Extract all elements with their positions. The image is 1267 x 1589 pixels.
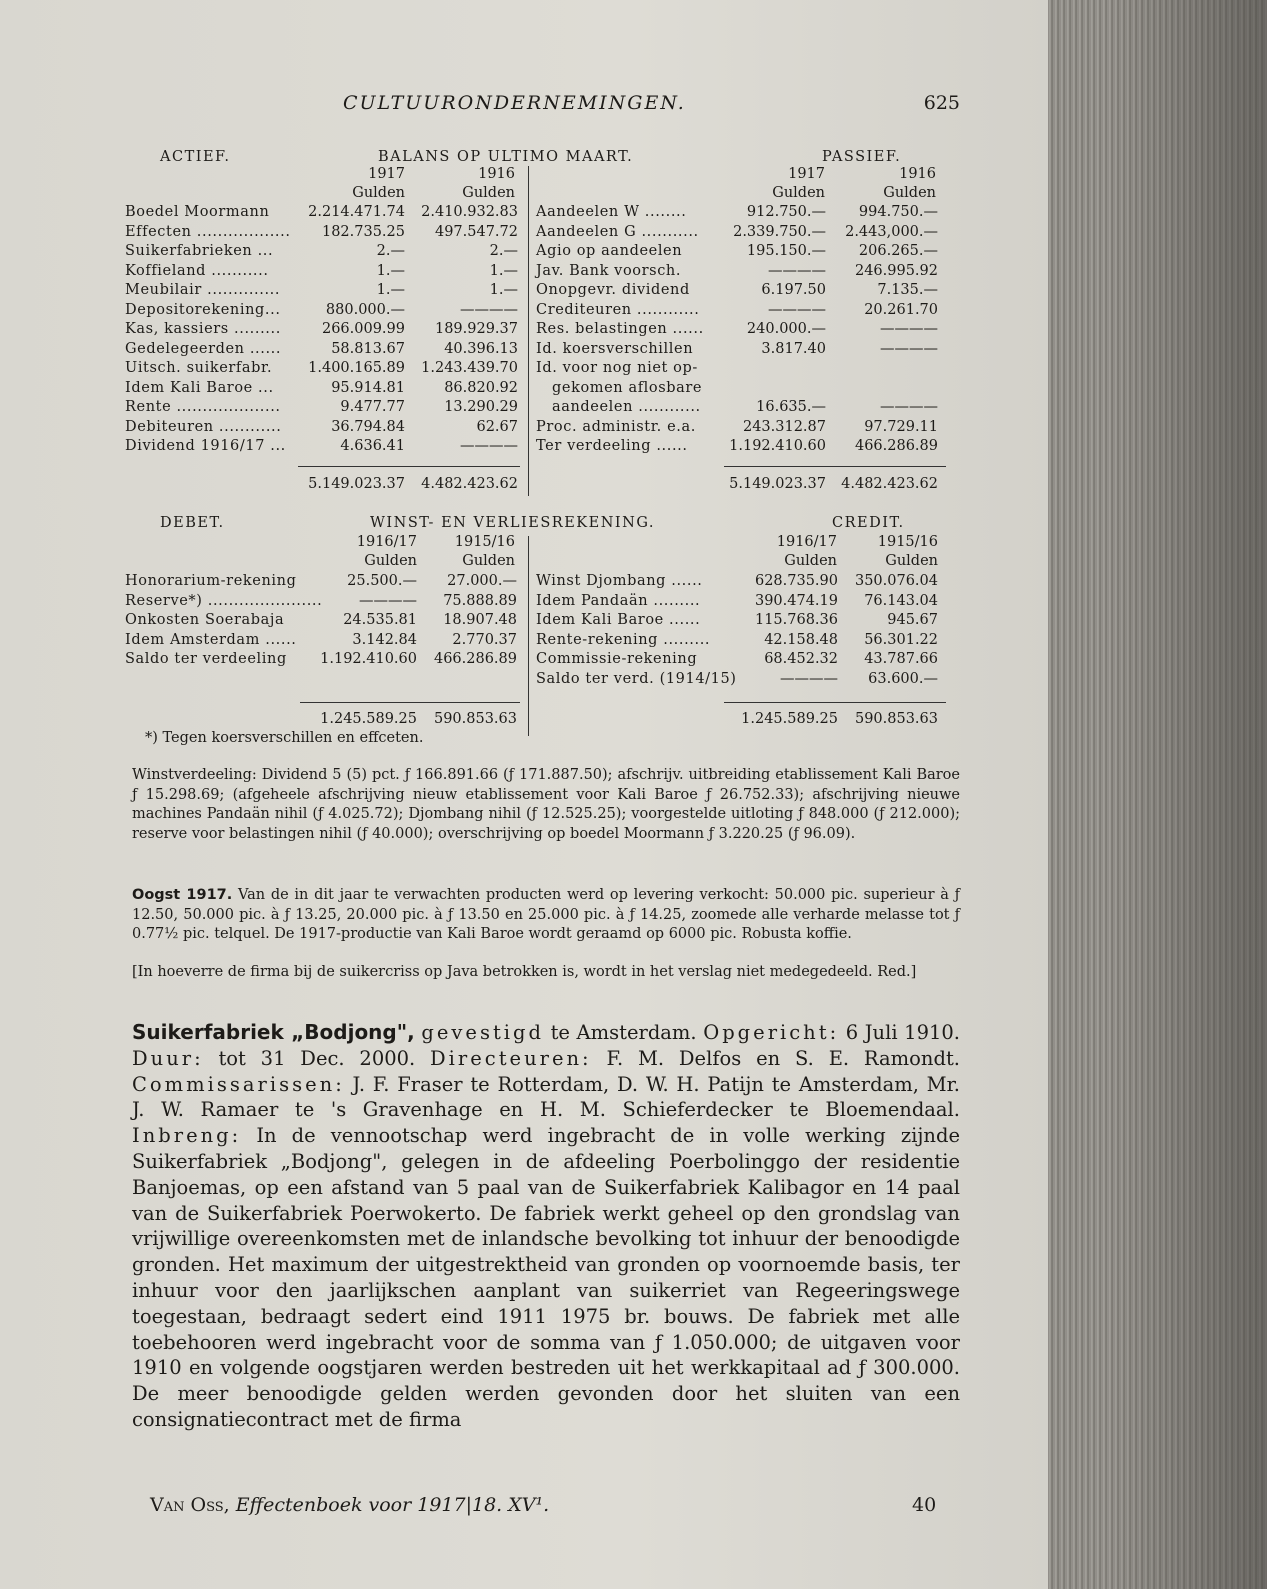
row-value: 62.67 <box>476 418 518 435</box>
year-col: 1916/17 <box>356 534 417 550</box>
asset-row <box>125 359 520 379</box>
footer-volume: XV¹. <box>508 1494 550 1516</box>
row-value: 189.929.37 <box>434 321 518 337</box>
row-value: 20.261.70 <box>864 301 938 318</box>
unit-col: Gulden <box>352 185 405 201</box>
row-label: Onopgevr. dividend <box>536 282 690 298</box>
row-value: ———— <box>780 670 838 687</box>
total-value: 4.482.423.62 <box>841 476 938 492</box>
row-label: Honorarium-rekening <box>125 573 297 589</box>
row-label: Onkosten Soerabaja <box>125 612 285 628</box>
label-inbreng: Inbreng: <box>132 1124 242 1148</box>
label-directeuren: Directeuren: <box>430 1046 592 1070</box>
asset-row <box>125 281 520 301</box>
row-label: Reserve*) ...................... <box>125 592 323 609</box>
year-col: 1917 <box>788 166 825 182</box>
oogst-paragraph <box>132 886 960 945</box>
total-value: 1.245.589.25 <box>320 711 417 727</box>
row-value: 6.197.50 <box>761 282 826 298</box>
row-value: 2.339.750.— <box>733 223 826 240</box>
debit-row <box>125 572 520 592</box>
liability-row <box>536 281 938 301</box>
row-value: 240.000.— <box>746 321 826 337</box>
row-value: ———— <box>460 301 518 318</box>
row-value: 13.290.29 <box>444 399 518 415</box>
asset-row <box>125 301 520 321</box>
asset-row <box>125 379 520 399</box>
row-value: ———— <box>880 399 938 415</box>
row-value: 68.452.32 <box>764 651 838 667</box>
total-rule <box>298 466 520 467</box>
liability-row <box>536 320 938 340</box>
assets-list <box>125 203 520 457</box>
asset-row <box>125 398 520 418</box>
row-value: 2.— <box>376 243 405 259</box>
total-rule <box>724 466 946 467</box>
row-label: Proc. administr. e.a. <box>536 418 696 435</box>
row-value: 36.794.84 <box>331 418 405 435</box>
winstverdeeling-paragraph: Winstverdeeling: Dividend 5 (5) pct. ƒ 166.891.66 (ƒ 171.887.50); afschrijv. uitbreiding etablissement Kali Baroe ƒ 15.298.69; (afgeheele afschrijving nieuw etablissement voor Kali Baroe ƒ 26.752.33); afschrijving nieuwe machines Pandaän nihil (ƒ 4.025.72); Djombang nihil (ƒ 12.525.25); voorgestelde uitloting ƒ 848.000 (ƒ 212.000); reserve voor belastingen nihil (ƒ 40.000); overschrijving op boedel Moormann ƒ 3.220.25 (ƒ 96.09). <box>132 767 960 842</box>
row-label: Suikerfabrieken ... <box>125 243 274 259</box>
row-label: Boedel Moormann <box>125 204 270 220</box>
row-label: Rente-rekening ......... <box>536 631 711 648</box>
unit-col: Gulden <box>885 553 938 569</box>
text-opgericht: 6 Juli 1910. <box>839 1021 960 1044</box>
credit-row <box>536 670 938 690</box>
row-label: Idem Pandaän ......... <box>536 592 701 609</box>
text-gevestigd: te Amsterdam. <box>543 1021 704 1044</box>
credit-row <box>536 650 938 670</box>
asset-row <box>125 262 520 282</box>
row-label: Debiteuren ............ <box>125 418 282 435</box>
row-value: 86.820.92 <box>444 379 518 396</box>
credit-row <box>536 592 938 612</box>
debit-row <box>125 592 520 612</box>
row-value: 9.477.77 <box>340 399 405 415</box>
unit-col: Gulden <box>364 553 417 569</box>
total-value: 1.245.589.25 <box>741 711 838 727</box>
row-value: 27.000.— <box>447 573 517 589</box>
row-value: 115.768.36 <box>754 612 838 628</box>
debit-list <box>125 572 520 670</box>
total-value: 590.853.63 <box>854 711 938 727</box>
credit-list <box>536 572 938 689</box>
text-inbreng: In de vennootschap werd ingebracht de in volle werking zijnde Suikerfabriek „Bodjong", gelegen in de afdeeling Poerbolinggo der residentie Banjoemas, op een afstand van 5 paal van de Suikerfabriek Kalibagor en 14 paal van de Suikerfabriek Poerwokerto. De fabriek werkt geheel op den grondslag van vrijwillige overeenkomsten met de inlandsche bevolking tot inhuur der benoodigde gronden. Het maximum der uitgestrektheid van gronden op voornoemde basis, ter inhuur voor den jaarlijkschen aanplant van suikerriet van Regeeringswege toegestaan, bedraagt sedert eind 1911 1975 br. bouws. De fabriek met alle toebehooren werd ingebracht voor de somma van ƒ 1.050.000; de uitgaven voor 1910 en volgende oogstjaren werden bestreden uit het werkkapitaal ad ƒ 300.000. De meer benoodigde gelden werden gevonden door het sluiten van een consignatiecontract met de firma <box>132 1124 960 1431</box>
row-value: 3.142.84 <box>352 631 417 648</box>
row-value: 25.500.— <box>347 573 417 589</box>
pl-title: WINST- EN VERLIESREKENING. <box>370 515 655 531</box>
liability-row <box>536 203 938 223</box>
balance-title: BALANS OP ULTIMO MAART. <box>378 149 634 165</box>
row-value: 466.286.89 <box>433 651 517 667</box>
row-label: Rente .................... <box>125 399 281 415</box>
asset-row <box>125 223 520 243</box>
asset-row <box>125 203 520 223</box>
row-label: Saldo ter verd. (1914/15) <box>536 670 737 687</box>
debet-label: DEBET. <box>160 515 225 531</box>
row-value: 195.150.— <box>746 243 826 259</box>
row-value: 97.729.11 <box>864 418 938 435</box>
row-value: 880.000.— <box>325 301 405 318</box>
book-page-edges <box>1048 0 1267 1589</box>
debit-row <box>125 631 520 651</box>
row-value: ———— <box>359 592 417 609</box>
credit-row <box>536 572 938 592</box>
oogst-text: Van de in dit jaar te verwachten producten werd op levering verkocht: 50.000 pic. superieur à ƒ 12.50, 50.000 pic. à ƒ 13.25, 20.000 pic. à ƒ 13.50 en 25.000 pic. à ƒ 14.25, zoomede alle verharde melasse tot ƒ 0.77½ pic. telquel. De 1917-productie van Kali Baroe wordt geraamd op 6000 pic. Robusta koffie. <box>132 887 960 942</box>
row-label: Kas, kassiers ......... <box>125 321 281 337</box>
row-value: ———— <box>768 301 826 318</box>
label-opgericht: Opgericht: <box>703 1021 840 1044</box>
row-value: 2.770.37 <box>452 631 517 648</box>
credit-row <box>536 611 938 631</box>
row-value: 40.396.13 <box>444 340 518 357</box>
text-duur: tot 31 Dec. 2000. <box>203 1046 431 1070</box>
row-label: Agio op aandeelen <box>536 243 683 259</box>
total-value: 5.149.023.37 <box>729 476 826 492</box>
row-value: 1.192.410.60 <box>320 651 417 667</box>
total-value: 5.149.023.37 <box>308 476 405 492</box>
row-value: 2.214.471.74 <box>308 204 405 220</box>
total-value: 4.482.423.62 <box>421 476 518 492</box>
row-value: 466.286.89 <box>854 438 938 454</box>
credit-row <box>536 631 938 651</box>
row-value: 2.443,000.— <box>845 223 938 240</box>
unit-col: Gulden <box>883 185 936 201</box>
row-label: Uitsch. suikerfabr. <box>125 360 273 376</box>
row-value: 206.265.— <box>858 243 938 259</box>
row-label: aandeelen ............ <box>552 399 701 415</box>
liability-row <box>536 359 938 379</box>
row-value: 912.750.— <box>746 204 826 220</box>
text-directeuren: F. M. Delfos en S. E. Ramondt. <box>591 1046 960 1070</box>
unit-col: Gulden <box>462 185 515 201</box>
row-label: Idem Kali Baroe ... <box>125 379 274 396</box>
row-value: 266.009.99 <box>321 321 405 337</box>
row-label: Aandeelen W ........ <box>536 204 687 220</box>
row-label: Saldo ter verdeeling <box>125 651 287 667</box>
row-value: 75.888.89 <box>443 592 517 609</box>
asset-row <box>125 437 520 457</box>
row-label: Id. voor nog niet op- <box>536 360 698 376</box>
row-value: 1.243.439.70 <box>421 360 518 376</box>
total-rule <box>724 702 946 703</box>
row-value: ———— <box>460 438 518 454</box>
row-value: 76.143.04 <box>864 592 938 609</box>
row-value: 58.813.67 <box>331 340 405 357</box>
row-label: Meubilair .............. <box>125 282 281 298</box>
company-entry <box>132 1020 960 1433</box>
row-value: 350.076.04 <box>854 573 938 589</box>
row-value: 18.907.48 <box>443 612 517 628</box>
row-label: Winst Djombang ...... <box>536 573 703 589</box>
row-value: 24.535.81 <box>343 612 417 628</box>
row-value: 95.914.81 <box>331 379 405 396</box>
row-label: Jav. Bank voorsch. <box>536 262 682 279</box>
row-value: 2.410.932.83 <box>421 204 518 220</box>
unit-col: Gulden <box>772 185 825 201</box>
year-col: 1916 <box>899 166 936 182</box>
row-value: 7.135.— <box>877 282 938 298</box>
row-value: 1.400.165.89 <box>308 360 405 376</box>
asset-row <box>125 340 520 360</box>
row-label: Crediteuren ............ <box>536 301 700 318</box>
row-label: Koffieland ........... <box>125 262 269 279</box>
liability-row <box>536 340 938 360</box>
row-value: 390.474.19 <box>754 592 838 609</box>
row-value: 3.817.40 <box>761 340 826 357</box>
row-value: 42.158.48 <box>764 631 838 648</box>
row-value: 1.— <box>489 262 518 279</box>
label-duur: Duur: <box>132 1046 204 1070</box>
year-col: 1915/16 <box>877 534 938 550</box>
row-label: Gedelegeerden ...... <box>125 340 282 357</box>
row-value: ———— <box>880 340 938 357</box>
unit-col: Gulden <box>462 553 515 569</box>
label-commissarissen: Commissarissen: <box>132 1072 345 1096</box>
text-commissarissen: J. F. Fraser te Rotterdam, D. W. H. Patijn te Amsterdam, Mr. J. W. Ramaer te 's Gravenhage en H. M. Schieferdecker te Bloemendaal. <box>132 1072 960 1122</box>
editor-note: [In hoeverre de firma bij de suikercriss op Java betrokken is, wordt in het verslag niet medegedeeld. Red.] <box>132 964 917 980</box>
liabilities-list <box>536 203 938 457</box>
oogst-lead: Oogst 1917. <box>132 887 233 903</box>
row-label: Idem Kali Baroe ...... <box>536 612 701 628</box>
company-name: Suikerfabriek „Bodjong", <box>132 1020 415 1044</box>
liability-row <box>536 418 938 438</box>
total-rule <box>300 702 520 703</box>
row-value: 1.— <box>376 262 405 279</box>
row-value: 63.600.— <box>868 670 938 687</box>
row-value: ———— <box>880 321 938 337</box>
credit-label: CREDIT. <box>832 515 905 531</box>
asset-row <box>125 320 520 340</box>
row-label: Idem Amsterdam ...... <box>125 631 297 648</box>
page-footer <box>150 1494 549 1516</box>
liability-row <box>536 223 938 243</box>
debit-row <box>125 611 520 631</box>
year-col: 1917 <box>368 166 405 182</box>
row-value: 182.735.25 <box>321 223 405 240</box>
row-value: 628.735.90 <box>754 573 838 589</box>
liability-row <box>536 242 938 262</box>
year-col: 1915/16 <box>454 534 515 550</box>
row-label: gekomen aflosbare <box>552 379 703 396</box>
row-label: Effecten .................. <box>125 223 291 240</box>
row-value: 246.995.92 <box>854 262 938 279</box>
debit-row <box>125 650 520 670</box>
footer-author: Van Oss, <box>150 1494 230 1516</box>
row-value: 2.— <box>489 243 518 259</box>
asset-row <box>125 242 520 262</box>
row-value: 4.636.41 <box>340 438 405 454</box>
row-label: Id. koersverschillen <box>536 340 694 357</box>
row-value: ———— <box>768 262 826 279</box>
row-label: Ter verdeeling ...... <box>536 438 688 454</box>
liability-row <box>536 379 938 399</box>
footer-title: Effectenboek voor 1917|18. <box>235 1494 503 1516</box>
row-label: Res. belastingen ...... <box>536 321 704 337</box>
column-divider <box>528 536 529 736</box>
row-value: 56.301.22 <box>864 631 938 648</box>
total-value: 590.853.63 <box>433 711 517 727</box>
row-value: 1.192.410.60 <box>729 438 826 454</box>
page-number: 625 <box>923 92 960 114</box>
liability-row <box>536 262 938 282</box>
row-label: Dividend 1916/17 ... <box>125 438 286 454</box>
row-value: 1.— <box>489 282 518 298</box>
row-label: Depositorekening... <box>125 301 281 318</box>
row-value: 1.— <box>376 282 405 298</box>
column-divider <box>528 166 529 496</box>
row-value: 994.750.— <box>858 204 938 220</box>
row-value: 43.787.66 <box>864 651 938 667</box>
liability-row <box>536 301 938 321</box>
running-title: CULTUURONDERNEMINGEN. <box>343 92 686 114</box>
unit-col: Gulden <box>784 553 837 569</box>
row-value: 243.312.87 <box>742 418 826 435</box>
row-label: Aandeelen G ........... <box>536 223 699 240</box>
row-label: Commissie-rekening <box>536 651 698 667</box>
year-col: 1916/17 <box>776 534 837 550</box>
signature-number: 40 <box>912 1494 937 1516</box>
footnote: *) Tegen koersverschillen en effceten. <box>145 730 424 746</box>
asset-row <box>125 418 520 438</box>
row-value: 497.547.72 <box>434 223 518 240</box>
running-head <box>128 92 960 122</box>
row-value: 945.67 <box>887 612 938 628</box>
row-value: 16.635.— <box>756 399 826 415</box>
year-col: 1916 <box>478 166 515 182</box>
liability-row <box>536 398 938 418</box>
passief-label: PASSIEF. <box>822 149 902 165</box>
liability-row <box>536 437 938 457</box>
actief-label: ACTIEF. <box>160 149 231 165</box>
label-gevestigd: gevestigd <box>421 1021 544 1044</box>
